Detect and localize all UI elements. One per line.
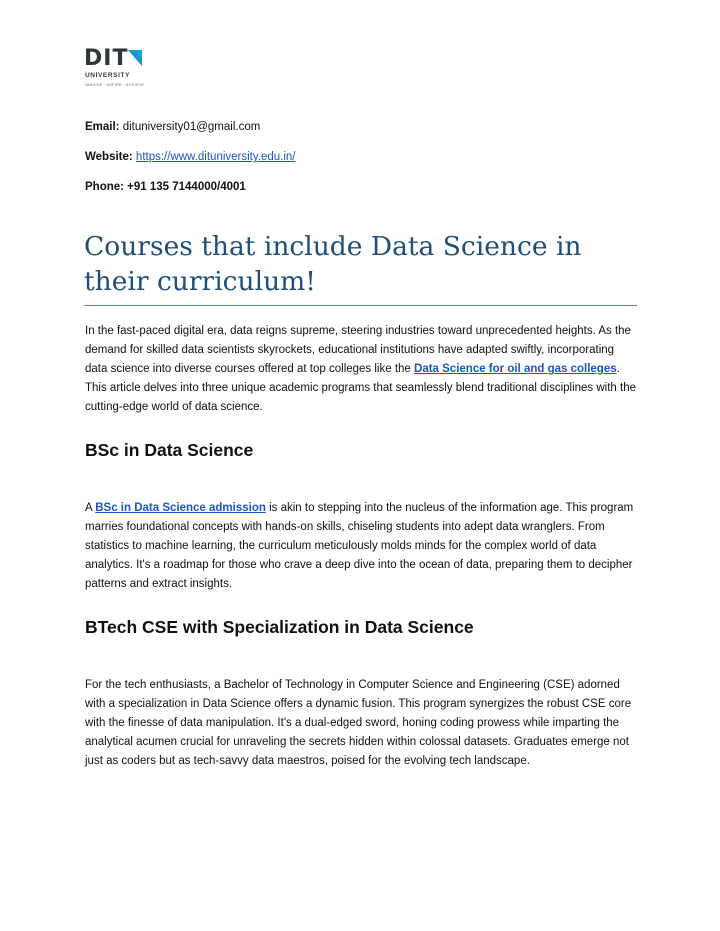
bsc-text-before: A — [85, 502, 96, 514]
btech-paragraph: For the tech enthusiasts, a Bachelor of Technology in Computer Science and Engineering (CSE) adorned with a specialization in Data Science offers a dynamic fusion. This program synergizes the robust CSE core with the finesse of data manipulation. It's a dual-edged sword, honing coding prowess while imparting the analytical acumen crucial for unraveling the secrets hidden within colossal datasets. Graduates emerge not just as coders but as tech-savvy data maestros, poised for the evolving tech landscape. — [85, 679, 632, 767]
oil-gas-colleges-link[interactable]: Data Science for oil and gas colleges — [414, 363, 617, 375]
bsc-admission-link[interactable]: BSc in Data Science admission — [95, 502, 266, 514]
logo-mark-icon — [128, 50, 142, 66]
website-line — [85, 150, 296, 164]
logo-word: DIT — [84, 46, 129, 71]
page-title: Courses that include Data Science in their curriculum! — [84, 231, 582, 297]
phone-line — [85, 180, 246, 194]
logo-tagline: IMAGINE · ASPIRE · ACHIEVE — [85, 83, 145, 87]
title-divider — [84, 305, 637, 306]
university-logo — [84, 48, 146, 94]
email-value: dituniversity01@gmail.com — [122, 121, 261, 133]
intro-text-before: In the fast-paced digital era, data reigns supreme, steering industries toward unprecedented heights. As the demand for skilled data scientists skyrockets, educational institutions have adapted swiftly, incorporating data science into diverse courses offered at top colleges like the — [85, 325, 631, 375]
logo-subtitle: UNIVERSITY — [85, 72, 131, 79]
phone-text: Phone: +91 135 7144000/4001 — [85, 181, 246, 193]
website-link[interactable]: https://www.dituniversity.edu.in/ — [135, 151, 296, 163]
section-heading-btech: BTech CSE with Specialization in Data Science — [85, 617, 474, 637]
intro-text-after: . This article delves into three unique academic programs that seamlessly blend traditional disciplines with the cutting-edge world of data science. — [85, 363, 637, 413]
bsc-text-after: is akin to stepping into the nucleus of the information age. This program marries foundational concepts with hands-on skills, chiseling students into adept data wranglers. From statistics to machine learning, the curriculum meticulously molds minds for the complex world of data analytics. It's a roadmap for those who crave a deep dive into the ocean of data, preparing them to decipher patterns and extract insights. — [85, 502, 634, 590]
section-heading-bsc: BSc in Data Science — [85, 440, 254, 460]
website-label: Website: — [85, 151, 133, 163]
email-label: Email: — [85, 121, 120, 133]
bsc-paragraph — [85, 499, 637, 594]
intro-paragraph — [85, 322, 637, 417]
email-line — [85, 120, 260, 134]
